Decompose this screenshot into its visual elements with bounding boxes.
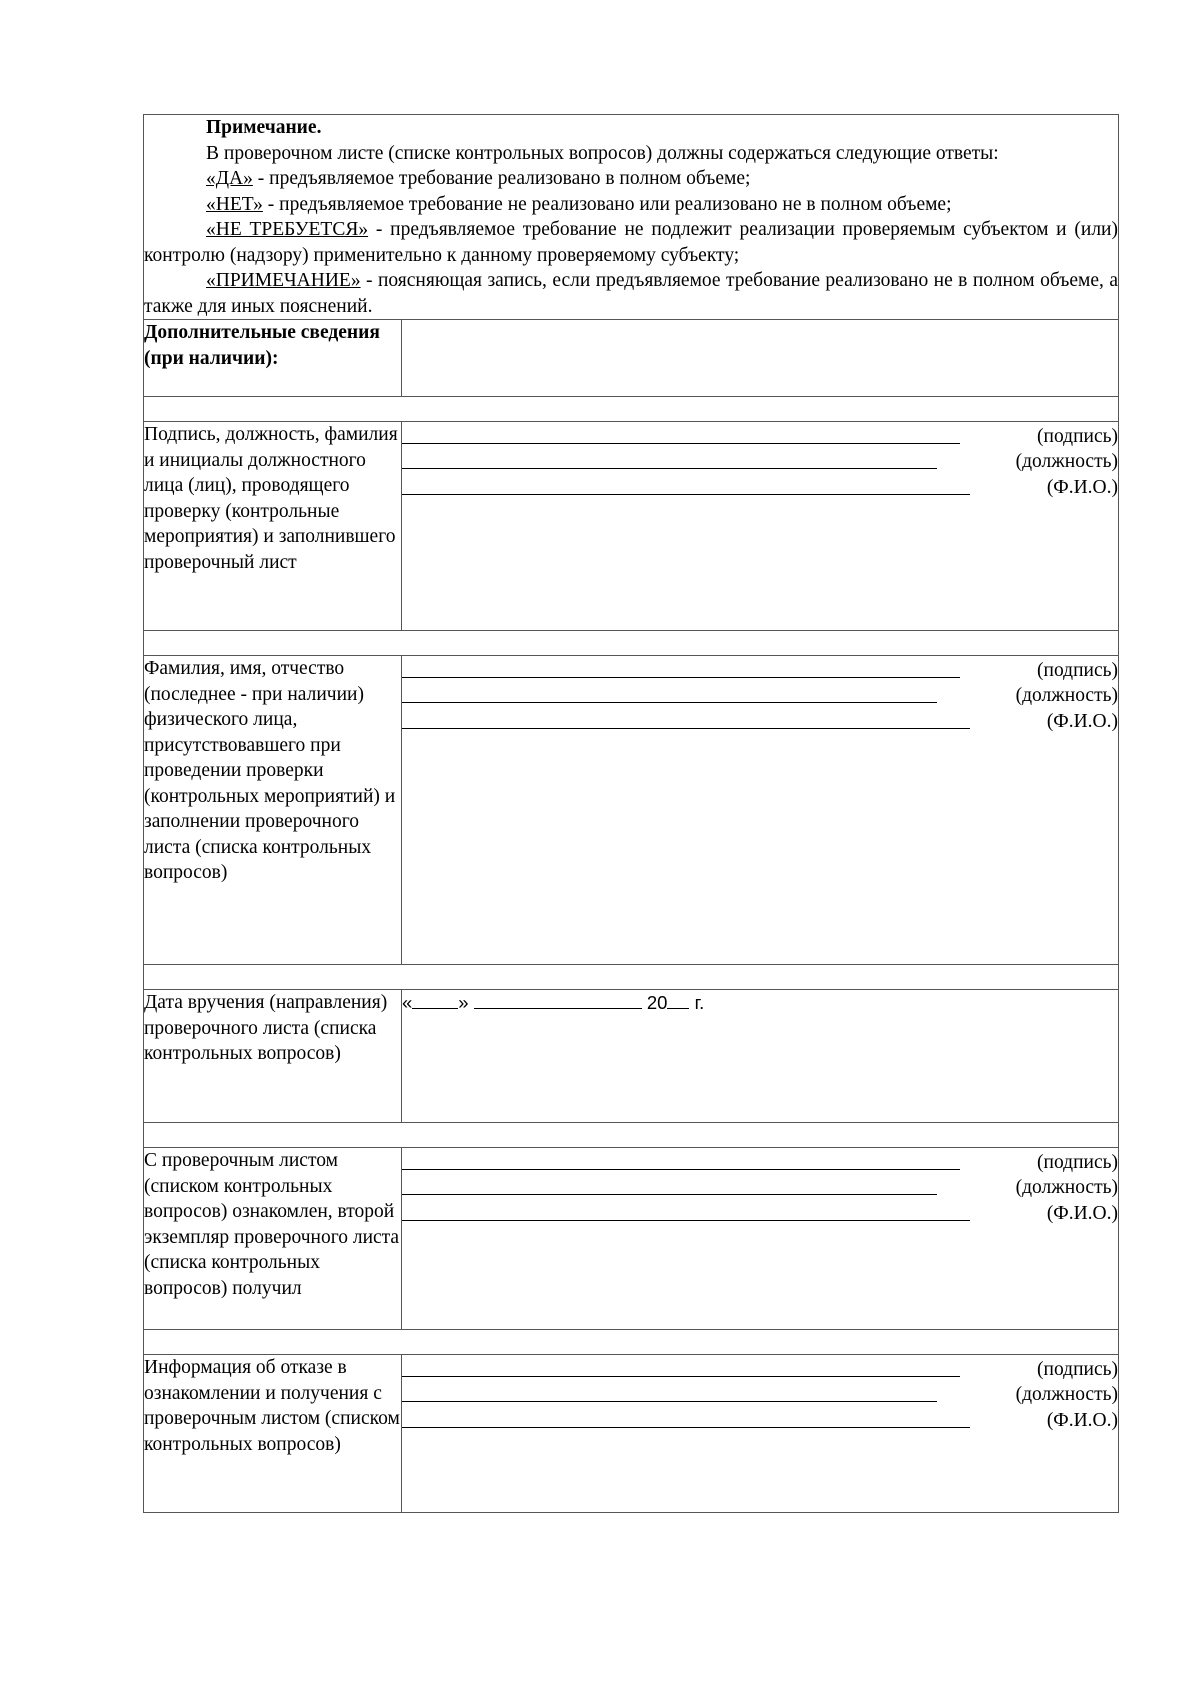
additional-info-row	[144, 320, 1119, 397]
refusal-signature-line[interactable]	[402, 1355, 1118, 1381]
present-person-signature-block	[402, 656, 1119, 965]
delivery-date-row	[144, 990, 1119, 1123]
note-cell	[144, 115, 1119, 320]
name-caption: (Ф.И.О.)	[1046, 1409, 1118, 1431]
inspector-label: Подпись, должность, фамилия и инициалы должностного лица (лиц), проводящего проверку (контрольные мероприятия) и заполнившего проверочный лист	[144, 422, 402, 631]
inspector-position-line[interactable]	[402, 448, 1118, 474]
refusal-label: Информация об отказе в ознакомлении и получения с проверочным листом (списком контрольных вопросов)	[144, 1355, 402, 1513]
note-item-yes	[144, 166, 1118, 192]
acknowledged-position-line[interactable]	[402, 1174, 1118, 1200]
acknowledged-signature-block	[402, 1148, 1119, 1330]
spacer-row	[144, 397, 1119, 422]
present-person-position-line[interactable]	[402, 682, 1118, 708]
spacer-row	[144, 965, 1119, 990]
position-caption: (должность)	[1015, 1384, 1118, 1405]
note-title: Примечание.	[206, 117, 322, 138]
day-blank[interactable]	[412, 990, 458, 1009]
inspector-signature-block	[402, 422, 1119, 631]
spacer-row	[144, 631, 1119, 656]
note-text-not-required: - предъявляемое требование не подлежит реализации проверяемым субъектом и (или) контролю (надзору) применительно к данному проверяемому субъекту;	[144, 219, 1118, 266]
delivery-date-label: Дата вручения (направления) проверочного листа (списка контрольных вопросов)	[144, 990, 402, 1123]
refusal-row	[144, 1355, 1119, 1513]
position-caption: (должность)	[1015, 451, 1118, 472]
refusal-signature-block	[402, 1355, 1119, 1513]
spacer-row	[144, 1330, 1119, 1355]
signature-caption: (подпись)	[1037, 1151, 1118, 1173]
note-term-not-required: «НЕ ТРЕБУЕТСЯ»	[206, 219, 369, 240]
present-person-label: Фамилия, имя, отчество (последнее - при наличии) физического лица, присутствовавшего при проведении проверки (контрольных мероприятий) и заполнении проверочного листа (списка контрольных вопросов)	[144, 656, 402, 965]
acknowledged-signature-line[interactable]	[402, 1148, 1118, 1174]
inspector-row	[144, 422, 1119, 631]
note-text-yes: - предъявляемое требование реализовано в полном объеме;	[252, 168, 751, 189]
checklist-form-page	[143, 114, 1118, 1513]
note-term-no: «НЕТ»	[206, 193, 263, 215]
additional-info-label: Дополнительные сведения (при наличии):	[144, 320, 402, 397]
present-person-signature-line[interactable]	[402, 656, 1118, 682]
note-term-remark: «ПРИМЕЧАНИЕ»	[206, 270, 361, 291]
note-item-no	[144, 192, 1118, 218]
present-person-row	[144, 656, 1119, 965]
signature-caption: (подпись)	[1037, 1358, 1118, 1380]
additional-info-field[interactable]	[402, 320, 1119, 397]
year-prefix: 20	[646, 992, 668, 1013]
name-caption: (Ф.И.О.)	[1046, 476, 1118, 498]
inspector-name-line[interactable]	[402, 473, 1118, 499]
acknowledged-label: С проверочным листом (списком контрольных вопросов) ознакомлен, второй экземпляр проверочного листа (списка контрольных вопросов) получил	[144, 1148, 402, 1330]
spacer-row	[144, 1123, 1119, 1148]
delivery-date-field[interactable]	[402, 990, 1119, 1123]
inspector-signature-line[interactable]	[402, 422, 1118, 448]
refusal-name-line[interactable]	[402, 1406, 1118, 1432]
name-caption: (Ф.И.О.)	[1046, 710, 1118, 732]
note-intro: В проверочном листе (списке контрольных вопросов) должны содержаться следующие ответы:	[206, 142, 999, 164]
date-close-quote: »	[458, 992, 469, 1013]
note-term-yes: «ДА»	[206, 168, 253, 189]
refusal-position-line[interactable]	[402, 1381, 1118, 1407]
checklist-form-table	[143, 114, 1119, 1513]
present-person-name-line[interactable]	[402, 707, 1118, 733]
year-suffix: г.	[694, 992, 705, 1013]
month-blank[interactable]	[474, 990, 642, 1009]
signature-caption: (подпись)	[1037, 425, 1118, 447]
note-item-remark	[144, 268, 1118, 319]
note-item-not-required	[144, 217, 1118, 268]
note-row	[144, 115, 1119, 320]
acknowledged-name-line[interactable]	[402, 1199, 1118, 1225]
note-text-remark: - поясняющая запись, если предъявляемое требование реализовано не в полном объеме, а также для иных пояснений.	[144, 270, 1118, 317]
date-open-quote: «	[402, 992, 413, 1013]
year-blank[interactable]	[667, 990, 689, 1009]
signature-caption: (подпись)	[1037, 659, 1118, 681]
position-caption: (должность)	[1015, 685, 1118, 706]
name-caption: (Ф.И.О.)	[1046, 1202, 1118, 1224]
acknowledged-row	[144, 1148, 1119, 1330]
note-text-no: - предъявляемое требование не реализовано или реализовано не в полном объеме;	[262, 193, 952, 215]
position-caption: (должность)	[1015, 1177, 1118, 1198]
